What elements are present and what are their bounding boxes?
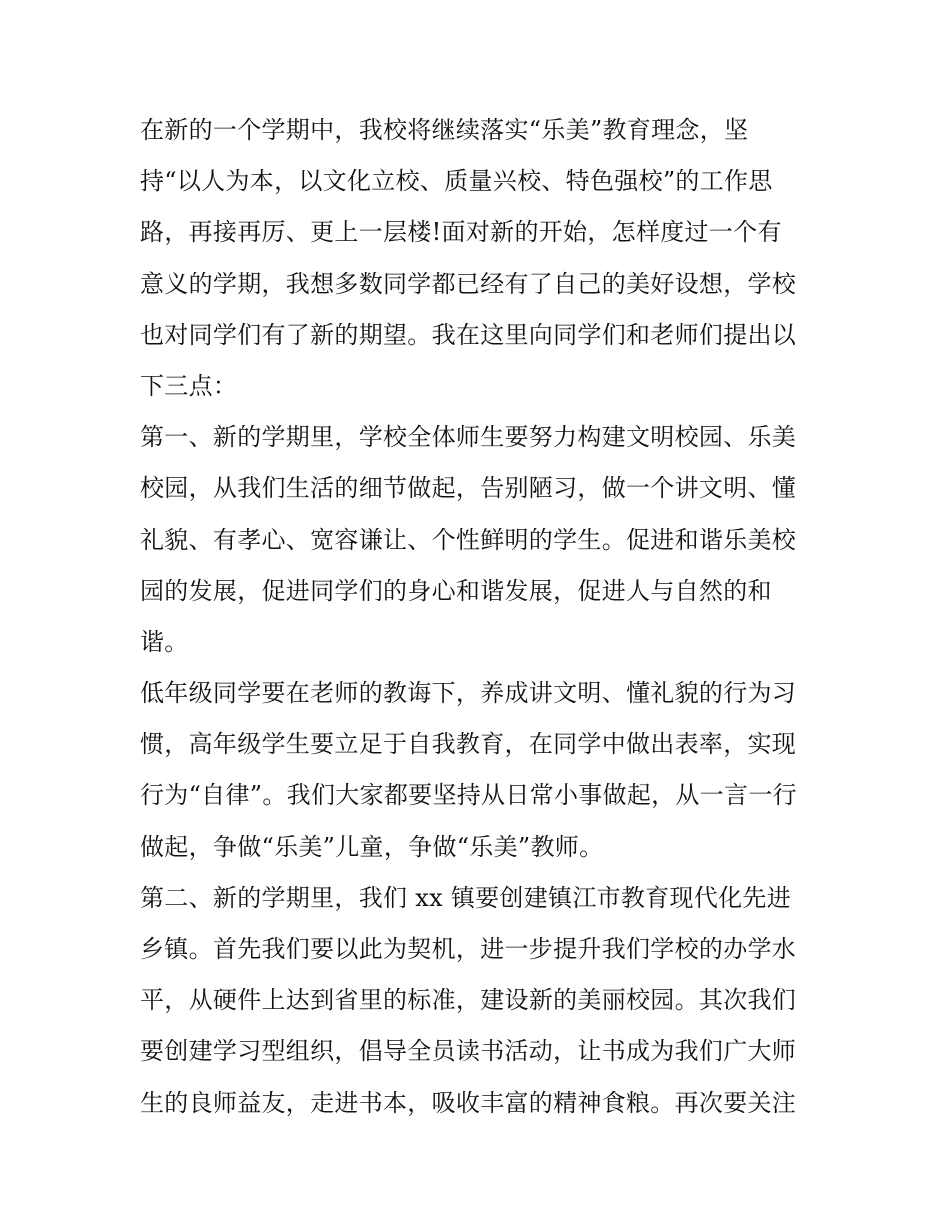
text-line: 在新的一个学期中，我校将继续落实“乐美”教育理念，坚 (140, 116, 749, 144)
text-line: 持“以人为本，以文化立校、质量兴校、特色强校”的工作思 (140, 167, 773, 196)
text-line: 第一、新的学期里，学校全体师生要努力构建文明校园、乐美 (140, 423, 797, 452)
text-line: 乡镇。首先我们要以此为契机，进一步提升我们学校的办学水 (140, 935, 797, 963)
text-line: 园的发展，促进同学们的身心和谐发展，促进人与自然的和 (140, 576, 772, 605)
text-line: 要创建学习型组织，倡导全员读书活动，让书成为我们广大师 (140, 1037, 797, 1066)
text-line: 礼貌、有孝心、宽容谦让、个性鲜明的学生。促进和谐乐美校 (140, 525, 797, 554)
text-line: 惯，高年级学生要立足于自我教育，在同学中做出表率，实现 (140, 730, 797, 759)
text-line: 行为“自律”。我们大家都要坚持从日常小事做起，从一言一行 (140, 781, 797, 810)
text-line: 第二、新的学期里，我们 xx 镇要创建镇江市教育现代化先进 (140, 883, 792, 912)
text-line: 意义的学期，我想多数同学都已经有了自己的美好设想，学校 (140, 269, 797, 298)
text-line: 做起，争做“乐美”儿童，争做“乐美”教师。 (140, 832, 604, 861)
text-line: 谐。 (140, 627, 189, 656)
text-line: 也对同学们有了新的期望。我在这里向同学们和老师们提出以 (140, 320, 797, 349)
text-line: 下三点： (140, 371, 238, 400)
text-line: 校园，从我们生活的细节做起，告别陋习，做一个讲文明、懂 (140, 474, 797, 503)
text-line: 生的良师益友，走进书本，吸收丰富的精神食粮。再次要关注 (140, 1088, 797, 1117)
text-line: 低年级同学要在老师的教诲下，养成讲文明、懂礼貌的行为习 (140, 679, 797, 708)
text-line: 平，从硬件上达到省里的标准，建设新的美丽校园。其次我们 (140, 986, 797, 1015)
body-text (140, 105, 820, 1129)
text-line: 路，再接再厉、更上一层楼!面对新的开始，怎样度过一个有 (140, 218, 782, 247)
